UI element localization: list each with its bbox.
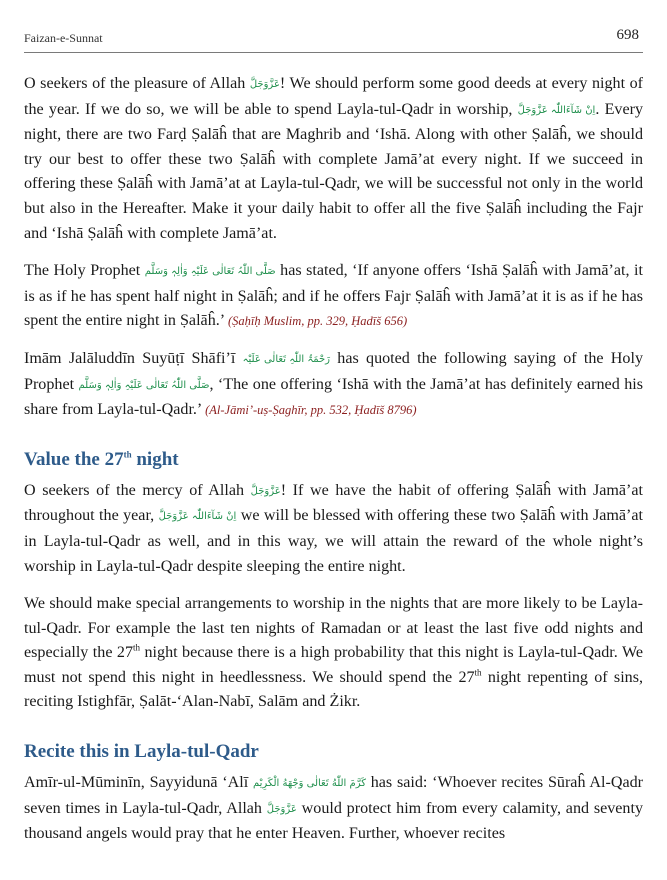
arabic-honorific: اِنْ شَآءَاللّٰہ عَزَّوَجَلَّ — [517, 104, 596, 116]
p1-text-a: O seekers of the pleasure of Allah — [24, 75, 250, 92]
paragraph-3 — [24, 347, 643, 423]
p3-text-b: has quoted the following saying of the Holy Prophet — [24, 349, 643, 393]
p3-text-a: Imām Jalāluddīn Suyūṭī Shāfi’ī — [24, 349, 243, 367]
p3-text-c: , ‘The one offering ‘Ishā with the Jamā’at has definitely earned his share from Layla-tul-Qadr.’ — [24, 375, 643, 419]
page-header — [24, 24, 643, 53]
arabic-honorific: كَرَّمَ اللّٰهُ تَعَالٰى وَجْهَهُ الْكَرِيْم — [252, 778, 366, 790]
p6-text-c: would protect him from every calamity, and seventy thousand angels would pray that he enter Heaven. Further, whoever recites — [24, 799, 643, 843]
paragraph-6 — [24, 771, 643, 847]
page-number: 698 — [616, 27, 639, 43]
p4-text-a: O seekers of the mercy of Allah — [24, 481, 251, 499]
paragraph-5: We should make special arrangements to worship in the nights that are more likely to be Layla-tul-Qadr. For example the last ten nights of Ramadan or at least the last five odd nights and especially the 27th night because there is a high probability that this night is Layla-tul-Qadr. We must not spend this night in heedlessness. We should spend the 27th night repenting of sins, reciting Istighfār, Ṣalāt-‘Alan-Nabī, Salām and Żikr. — [24, 595, 643, 711]
p1-text-b: ! We should perform some good deeds at every night of the year. If we do so, we will be able to spend Layla-tul-Qadr in worship, — [24, 75, 644, 118]
arabic-honorific: صَلَّی اللّٰہُ تَعَالٰی عَلَیْہِ وَاٰلِہٖ وَسَلَّم — [78, 379, 210, 391]
section-heading-recite-this: Recite this in Layla-tul-Qadr — [24, 741, 259, 763]
arabic-honorific: عَزَّوَجَلَّ — [266, 803, 297, 815]
paragraph-4 — [24, 479, 643, 579]
arabic-honorific: عَزَّوَجَلَّ — [250, 485, 281, 497]
p1-text-c: . Every night, there are two Farḍ Ṣalāĥ that are Maghrib and ‘Ishā. Along with other Ṣalāĥ, we should try our best to offer these two Ṣalāĥ with complete Jamā’at every night. If we succeed in offering these Ṣalāĥ with Jamā’at at Layla-tul-Qadr, we will be successful not only in the world but also in the Hereafter. Make it your daily habit to offer all the five Ṣalāĥ including the Fajr and ‘Ishā Ṣalāĥ with complete Jamā’at. — [24, 100, 643, 242]
section-heading-value-27th-night: Value the 27th night — [24, 448, 179, 470]
p2-text-b: has stated, ‘If anyone offers ‘Ishā Ṣalāĥ with Jamā’at, it is as if he has spent half night in Ṣalāĥ; and if he offers Fajr Ṣalāĥ with Jamā’at it is as if he has spent the entire night in Ṣalāĥ.’ — [24, 262, 643, 330]
p6-text-a: Amīr-ul-Mūminīn, Sayyidunā ‘Alī — [24, 774, 253, 792]
p4-text-c: we will be blessed with offering these two Ṣalāĥ with Jamā’at in Layla-tul-Qadr as well, and in this way, we will attain the reward of the whole night’s worship in Layla-tul-Qadr despite sleeping the entire night. — [24, 507, 643, 575]
p4-text-b: ! If we have the habit of offering Ṣalāĥ with Jamā’at throughout the year, — [24, 481, 643, 525]
page-body — [24, 72, 643, 860]
p2-text-a: The Holy Prophet — [24, 262, 145, 280]
arabic-honorific: رَحْمَۃُ اللّٰہِ تَعَالٰی عَلَیْہ — [242, 353, 331, 365]
p6-text-b: has said: ‘Whoever recites Sūraĥ Al-Qadr seven times in Layla-tul-Qadr, Allah — [24, 774, 643, 817]
paragraph-2 — [24, 259, 643, 334]
hadith-reference: (Al-Jāmi’-uṣ-Ṣaghīr, pp. 532, Ḥadīš 8796) — [205, 403, 417, 418]
arabic-honorific: اِنْ شَآءَاللّٰہ عَزَّوَجَلَّ — [158, 511, 237, 523]
book-title: Faizan-e-Sunnat — [24, 31, 103, 45]
hadith-reference: (Ṣaḥīḥ Muslim, pp. 329, Ḥadīš 656) — [227, 314, 408, 329]
arabic-honorific: صَلَّی اللّٰہُ تَعَالٰی عَلَیْہِ وَاٰلِہٖ وَسَلَّم — [144, 266, 276, 278]
arabic-honorific: عَزَّوَجَلَّ — [249, 79, 280, 90]
paragraph-1 — [24, 72, 643, 246]
